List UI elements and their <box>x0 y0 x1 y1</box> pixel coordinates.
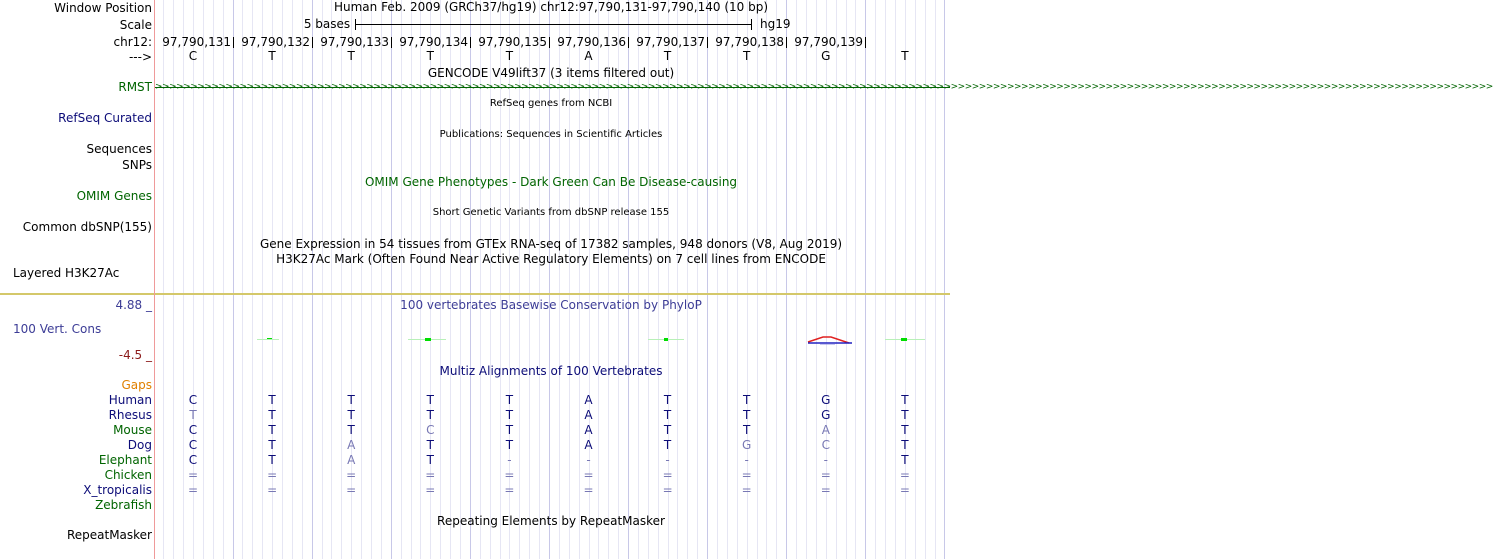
ruler-position-label: 97,790,132 <box>241 35 310 49</box>
alignment-base: T <box>268 408 276 422</box>
alignment-base: - <box>665 453 670 467</box>
cons-bar-3 <box>664 338 668 341</box>
ruler-position-label: 97,790,133 <box>320 35 389 49</box>
alignment-base: T <box>426 408 434 422</box>
alignment-base: = <box>583 483 594 497</box>
reference-base: A <box>584 49 593 63</box>
ruler-tick <box>628 37 629 48</box>
alignment-base: = <box>346 468 357 482</box>
cons-baseline-1 <box>257 339 279 340</box>
alignment-base: = <box>741 483 752 497</box>
alignment-base: T <box>347 393 355 407</box>
alignment-base: T <box>901 408 909 422</box>
alignment-base: A <box>821 423 830 437</box>
alignment-base: - <box>507 453 512 467</box>
alignment-base: T <box>268 423 276 437</box>
alignment-base: = <box>504 483 515 497</box>
refseq-track-title[interactable]: RefSeq genes from NCBI <box>489 98 613 109</box>
alignment-base: = <box>425 468 436 482</box>
ruler-tick <box>391 37 392 48</box>
cons-variant-glyph <box>805 334 855 346</box>
scale-line <box>355 24 751 25</box>
ruler-tick <box>312 37 313 48</box>
ruler-tick <box>707 37 708 48</box>
alignment-base: T <box>505 423 514 437</box>
window-position-label[interactable]: Window Position <box>54 1 152 15</box>
rmst-gene-feature[interactable]: >>>>>>>>>>>>>>>>>>>>>>>>>>>>>>>>>>>>>>>>>>>>>>>>>>>>>>>>>>>>>>>>>>>>>>>>>>>>>>>>>>>>>>>>>>>>>>>>>>>>>>>>>>>>>>>>>>>>>>>>>>>>>>>>>>>>>>>>>>>>>>>>>>>>>>>>>>>>>>>>>>>>>>>>>>>>>>>>>>>>>>>>>>>>>> <box>155 82 1493 92</box>
alignment-base: = <box>662 483 673 497</box>
alignment-base: T <box>505 438 514 452</box>
phylop-track-title[interactable]: 100 vertebrates Basewise Conservation by PhyloP <box>400 298 702 312</box>
cons-min-label: -4.5 _ <box>118 348 152 362</box>
alignment-base: C <box>188 453 198 467</box>
alignment-base: T <box>426 438 434 452</box>
scale-label[interactable]: Scale <box>119 18 152 32</box>
ruler-tick <box>786 37 787 48</box>
ruler-tick <box>233 37 234 48</box>
ruler-position-label: 97,790,136 <box>557 35 626 49</box>
scale-db: hg19 <box>760 17 791 31</box>
alignment-base: - <box>586 453 591 467</box>
species-label[interactable]: Zebrafish <box>95 498 152 512</box>
species-label[interactable]: Rhesus <box>108 408 152 422</box>
scale-tick-right <box>751 19 752 30</box>
species-label[interactable]: X_tropicalis <box>83 483 152 497</box>
gencode-track-title[interactable]: GENCODE V49lift37 (3 items filtered out) <box>427 66 675 80</box>
alignment-base: A <box>584 393 593 407</box>
alignment-base: C <box>188 423 198 437</box>
species-label[interactable]: Mouse <box>113 423 152 437</box>
dbsnp-track-label[interactable]: Common dbSNP(155) <box>22 220 152 234</box>
alignment-base: T <box>347 423 355 437</box>
ruler-position-label: 97,790,137 <box>636 35 705 49</box>
alignment-base: = <box>187 483 199 497</box>
alignment-base: C <box>821 438 830 452</box>
alignment-base: = <box>899 483 910 497</box>
reference-base: T <box>426 49 434 63</box>
alignment-base: = <box>820 468 831 482</box>
strand-label[interactable]: ---> <box>128 50 152 64</box>
track-display[interactable] <box>155 0 1493 559</box>
alignment-base: G <box>742 438 752 452</box>
species-label[interactable]: Dog <box>127 438 152 452</box>
alignment-base: = <box>583 468 594 482</box>
alignment-base: T <box>426 453 434 467</box>
alignment-base: A <box>584 423 593 437</box>
track-separator-left <box>0 293 154 295</box>
multiz-track-title[interactable]: Multiz Alignments of 100 Vertebrates <box>439 364 663 378</box>
ruler-position-label: 97,790,131 <box>162 35 231 49</box>
ruler-position-label: 97,790,138 <box>715 35 784 49</box>
reference-base: T <box>268 49 276 63</box>
dbsnp-track-title[interactable]: Short Genetic Variants from dbSNP release 155 <box>432 207 670 218</box>
alignment-base: T <box>268 453 276 467</box>
reference-base: G <box>821 49 831 63</box>
alignment-base: = <box>346 483 357 497</box>
alignment-base: T <box>505 393 514 407</box>
species-label[interactable]: Elephant <box>98 453 152 467</box>
species-label[interactable]: Chicken <box>104 468 152 482</box>
repeatmasker-track-title[interactable]: Repeating Elements by RepeatMasker <box>437 514 665 528</box>
alignment-base: T <box>901 453 909 467</box>
alignment-base: A <box>347 438 356 452</box>
rmst-track-label[interactable]: RMST <box>118 80 152 94</box>
cons-bar-2 <box>425 338 431 341</box>
alignment-base: G <box>821 393 831 407</box>
reference-base: T <box>347 49 355 63</box>
cons-bar-4 <box>901 338 907 341</box>
omim-track-label[interactable]: OMIM Genes <box>76 189 152 203</box>
alignment-base: - <box>823 453 828 467</box>
alignment-base: = <box>820 483 831 497</box>
alignment-base: = <box>741 468 752 482</box>
reference-base: T <box>743 49 751 63</box>
snps-track-label[interactable]: SNPs <box>122 158 152 172</box>
track-label-column <box>0 0 154 559</box>
h3k27ac-track-title[interactable]: H3K27Ac Mark (Often Found Near Active Regulatory Elements) on 7 cell lines from ENCODE <box>276 252 826 266</box>
species-label[interactable]: Human <box>108 393 152 407</box>
chr-label[interactable]: chr12: <box>113 35 152 49</box>
repeatmasker-track-label[interactable]: RepeatMasker <box>66 528 152 542</box>
scale-tick-left <box>355 19 356 30</box>
alignment-base: T <box>743 423 751 437</box>
ruler-tick <box>549 37 550 48</box>
reference-base: C <box>188 49 198 63</box>
alignment-base: T <box>743 408 751 422</box>
alignment-base: = <box>425 483 436 497</box>
scale-text: 5 bases <box>303 17 351 31</box>
ruler-position-label: 97,790,139 <box>794 35 863 49</box>
alignment-base: A <box>347 453 356 467</box>
alignment-base: T <box>663 423 672 437</box>
alignment-base: = <box>187 468 199 482</box>
cons-bar-1 <box>267 338 272 339</box>
alignment-base: = <box>662 468 673 482</box>
track-separator <box>155 293 950 295</box>
alignment-base: T <box>743 393 751 407</box>
alignment-base: T <box>901 438 909 452</box>
ruler-tick <box>470 37 471 48</box>
sequences-track-label[interactable]: Sequences <box>86 142 152 156</box>
alignment-base: T <box>663 438 672 452</box>
gtex-track-title[interactable]: Gene Expression in 54 tissues from GTEx RNA-seq of 17382 samples, 948 donors (V8, Aug 2019) <box>259 237 843 251</box>
alignment-base: T <box>901 393 909 407</box>
alignment-base: T <box>505 408 514 422</box>
alignment-base: T <box>189 408 197 422</box>
alignment-base: T <box>426 393 434 407</box>
cons-max-label: 4.88 _ <box>115 298 152 312</box>
omim-track-title[interactable]: OMIM Gene Phenotypes - Dark Green Can Be Disease-causing <box>364 175 738 189</box>
alignment-base: = <box>267 483 278 497</box>
alignment-base: - <box>744 453 749 467</box>
cons-track-label[interactable]: 100 Vert. Cons <box>13 322 102 336</box>
refseq-track-label[interactable]: RefSeq Curated <box>58 111 152 125</box>
alignment-base: = <box>267 468 278 482</box>
alignment-base: = <box>899 468 910 482</box>
alignment-base: C <box>426 423 435 437</box>
h3k27ac-track-label[interactable]: Layered H3K27Ac <box>13 266 120 280</box>
alignment-base: T <box>901 423 909 437</box>
alignment-base: T <box>347 408 355 422</box>
alignment-base: T <box>663 408 672 422</box>
alignment-base: = <box>504 468 515 482</box>
alignment-base: T <box>663 393 672 407</box>
alignment-base: C <box>188 393 198 407</box>
alignment-base: T <box>268 393 276 407</box>
alignment-base: T <box>268 438 276 452</box>
alignment-base: A <box>584 438 593 452</box>
assembly-title: Human Feb. 2009 (GRCh37/hg19) chr12:97,790,131-97,790,140 (10 bp) <box>333 0 769 14</box>
ruler-tick <box>865 37 866 48</box>
alignment-base: A <box>584 408 593 422</box>
reference-base: T <box>901 49 909 63</box>
reference-base: T <box>663 49 672 63</box>
reference-base: T <box>505 49 514 63</box>
alignment-base: C <box>188 438 198 452</box>
publications-track-title[interactable]: Publications: Sequences in Scientific Articles <box>439 129 663 140</box>
alignment-base: G <box>821 408 831 422</box>
ruler-position-label: 97,790,134 <box>399 35 468 49</box>
gaps-label: Gaps <box>121 378 152 392</box>
ruler-position-label: 97,790,135 <box>478 35 547 49</box>
